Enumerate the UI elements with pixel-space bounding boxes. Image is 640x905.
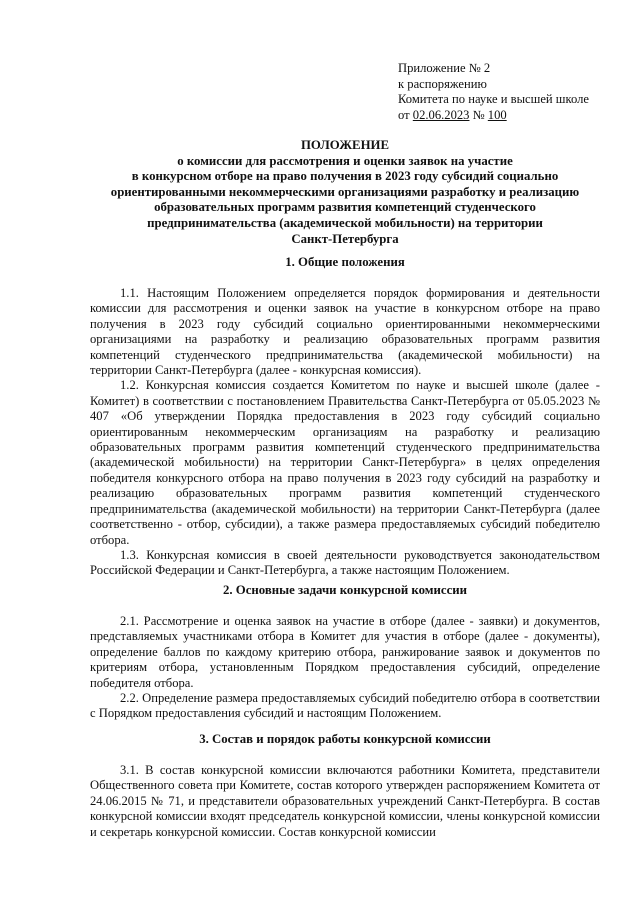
appendix-number: 100 (487, 107, 507, 122)
title-line-6: предпринимательства (академической мобильности) на территории (147, 215, 543, 230)
appendix-line-2: к распоряжению (398, 76, 487, 91)
title-line-1: ПОЛОЖЕНИЕ (300, 138, 390, 152)
paragraph-1-3: 1.3. Конкурсная комиссия в своей деятельности руководствуется законодательством Российской Федерации и Санкт-Петербурга, а также настоящим Положением. (90, 547, 600, 578)
appendix-line-3: Комитета по науке и высшей школе (398, 92, 589, 107)
paragraph-3-1: 3.1. В состав конкурсной комиссии включаются работники Комитета, представители Общественного совета при Комитете, состав которого утвержден распоряжением Комитета от 24.06.2015 № 71, и представители образовательных учреждений Санкт-Петербурга. В состав конкурсной комиссии входят председатель конкурсной комиссии, члены конкурсной комиссии и секретарь конкурсной комиссии. Состав конкурсной комиссии (90, 763, 600, 839)
section-2-heading: 2. Основные задачи конкурсной комиссии (223, 583, 467, 597)
title-line-7: Санкт-Петербурга (291, 231, 399, 246)
paragraph-1-1: 1.1. Настоящим Положением определяется порядок формирования и деятельности комиссии для рассмотрения и оценки заявок на участие в конкурсном отборе на право получения в 2023 году субсидий социально ориентированными некоммерческими организациями на разработку и реализацию образовательных программ развития компетенций студенческого предпринимательства (академической мобильности) на территории Санкт-Петербурга (далее - конкурсная комиссия). (90, 286, 600, 378)
appendix-block (398, 61, 608, 123)
title-line-5: образовательных программ развития компетенций студенческого (154, 200, 536, 215)
appendix-date: 02.06.2023 (412, 107, 470, 122)
title-line-4: ориентированными некоммерческими организациями разработку и реализацию (110, 184, 580, 199)
paragraph-2-2: 2.2. Определение размера предоставляемых субсидий победителю отбора в соответствии с Порядком предоставления субсидий и настоящим Положением. (90, 691, 600, 721)
document-title (90, 138, 600, 247)
section-3-body (90, 763, 600, 840)
section-3-heading: 3. Состав и порядок работы конкурсной комиссии (199, 732, 491, 746)
title-line-3: в конкурсном отборе на право получения в 2023 году субсидий социально (131, 169, 559, 184)
paragraph-1-2: 1.2. Конкурсная комиссия создается Комитетом по науке и высшей школе (далее - Комитет) в соответствии с постановлением Правительства Санкт-Петербурга от 05.05.2023 № 407 «Об утверждении Порядка предоставления в 2023 году субсидий социально ориентированным некоммерческим организациям на разработку и реализацию образовательных программ развития компетенций студенческого предпринимательства (академической мобильности) на территории Санкт-Петербурга» в целях определения победителя конкурсного отбора на право получения в 2023 году субсидий на разработку и реализацию образовательных программ развития компетенций студенческого предпринимательства (академической мобильности) на территории Санкт-Петербурга (далее соответственно - отбор, субсидии), а также размера предоставляемых субсидий победителю отбора. (90, 378, 600, 547)
section-2-body (90, 614, 600, 722)
appendix-prefix: от (398, 107, 413, 122)
title-line-2: о комиссии для рассмотрения и оценки заявок на участие (177, 153, 513, 168)
section-1-body (90, 286, 600, 579)
appendix-number-sign: № (469, 107, 488, 122)
appendix-line-4 (398, 108, 608, 124)
paragraph-2-1: 2.1. Рассмотрение и оценка заявок на участие в отборе (далее - заявки) и документов, представляемых участниками отбора в Комитет для участия в отборе (далее - документы), определение баллов по каждому критерию отбора, ранжирование заявок и документов по критериям отбора, установленным Порядком предоставления субсидий, определение победителя отбора. (90, 614, 600, 690)
appendix-line-1: Приложение № 2 (398, 61, 491, 75)
section-1-heading: 1. Общие положения (285, 255, 405, 269)
